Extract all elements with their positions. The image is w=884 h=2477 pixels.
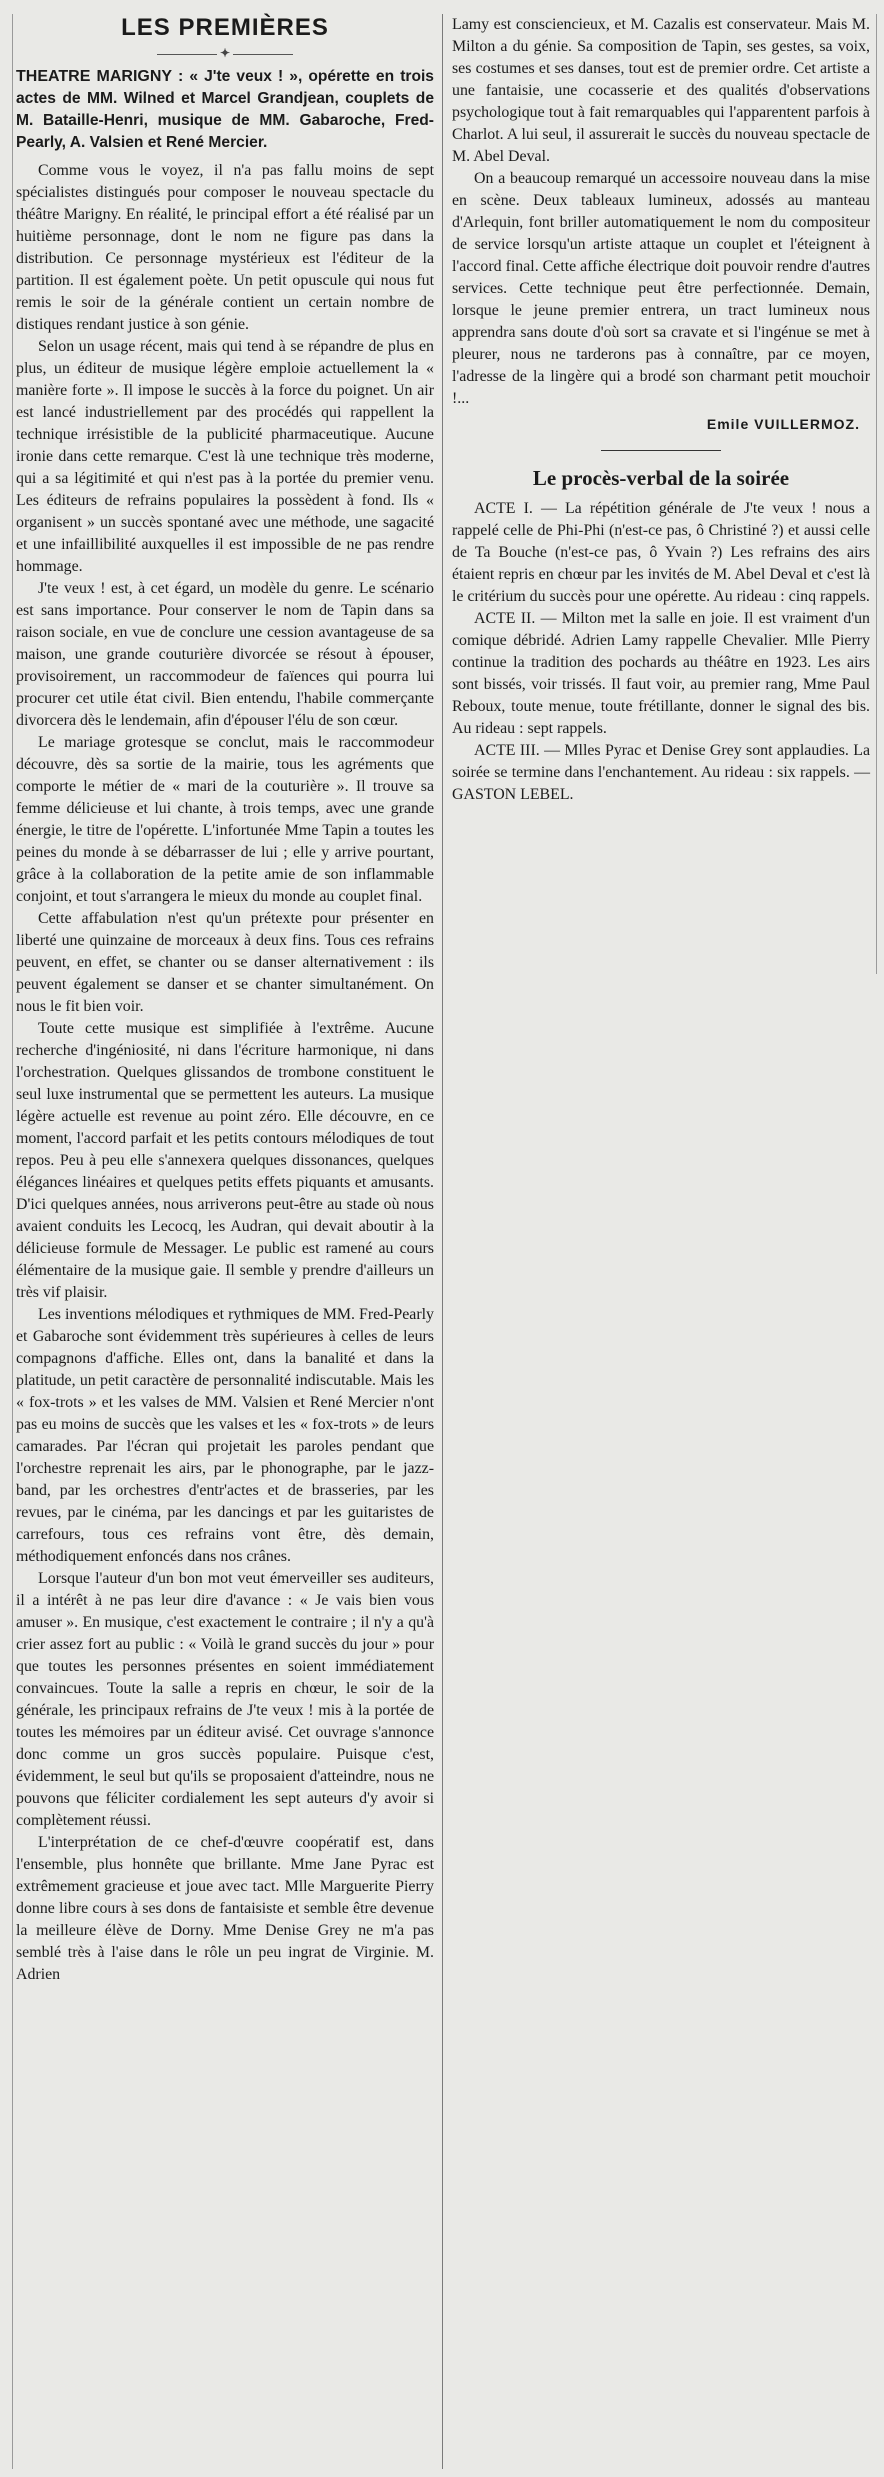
ornament-divider xyxy=(16,46,434,60)
review-paragraph: Lamy est consciencieux, et M. Cazalis est conservateur. Mais M. Milton a du génie. Sa composition de Tapin, ses gestes, sa voix, ses costumes et ses danses, tout est de premier ordre. Cet artiste a une fantaisie, une cocasserie et des qualités d'observations psychologique tout à fait remarquables qui l'apparentent parfois à Charlot. A lui seul, il assurerait le succès du nouveau spectacle de M. Abel Deval. xyxy=(452,16,870,165)
act-label: ACTE III. xyxy=(474,742,540,759)
review-heading xyxy=(16,66,434,154)
review-paragraph: Cette affabulation n'est qu'un prétexte pour présenter en liberté une quinzaine de morceaux à deux fins. Tous ces refrains peuvent, en effet, se chanter ou se danser alternativement : ils peuvent également se danser et se chanter simultanément. On nous le fit bien voir. xyxy=(16,910,434,1015)
act-text: — Mlles Pyrac et Denise Grey sont applaudies. La soirée se termine dans l'enchantement. Au rideau : six rappels. — GASTON LEBEL. xyxy=(452,742,870,803)
act-label: ACTE I. xyxy=(474,500,533,517)
rubric-title: LES PREMIÈRES xyxy=(121,14,329,41)
column-rule-middle xyxy=(442,14,443,2469)
act-label: ACTE II. xyxy=(474,610,536,627)
column-rule-right xyxy=(876,14,877,974)
act-text: — La répétition générale de J'te veux ! nous a rappelé celle de Phi-Phi (n'est-ce pas, ô Christiné ?) et aussi celle de Ta Bouche (n'est-ce pas, ô Yvain ?) Les refrains des airs étaient repris en chœur par les invités de M. Abel Deval et c'est là le critérium du succès pour une opérette. Au rideau : cinq rappels. xyxy=(452,500,870,605)
ornament-glyph: ✦ xyxy=(219,46,231,60)
review-paragraph: Les inventions mélodiques et rythmiques de MM. Fred-Pearly et Gabaroche sont évidemment très supérieures à celles de leurs compagnons d'affiche. Elles ont, dans la banalité et dans la platitude, un petit caractère de personnalité indiscutable. Mais les « fox-trots » et les valses de MM. Valsien et René Mercier n'ont pas eu moins de succès que les valses et les « fox-trots » de leurs camarades. Par l'écran qui projetait les paroles pendant que l'orchestre reprenait les airs, par le phonographe, par le jazz-band, par les orchestres d'entr'actes et de brasseries, par les revues, par le cinéma, par les dancings et par les guitaristes de carrefours, tous ces refrains vont être, dès demain, méthodiquement enfoncés dans nos crânes. xyxy=(16,1306,434,1565)
review-paragraph: Toute cette musique est simplifiée à l'extrême. Aucune recherche d'ingéniosité, ni dans l'écriture harmonique, ni dans l'orchestration. Quelques glissandos de trombone constituent le seul luxe instrumental que se permettent les auteurs. La musique légère actuelle est revenue au point zéro. Elle découvre, en ce moment, l'accord parfait et les petits contours mélodiques de tout repos. Peu à peu elle s'annexera quelques dissonances, quelques élégances linéaires et quelques petits effets piquants et amusants. D'ici quelques années, nous arriverons peut-être au stade où nous avaient conduits les Lecocq, les Audran, qui devait aboutir à la délicieuse formule de Messager. Le public est ramené au cours élémentaire de la musique gaie. Il semble y prendre d'ailleurs un très vif plaisir. xyxy=(16,1020,434,1301)
right-column xyxy=(452,14,870,806)
review-paragraph: On a beaucoup remarqué un accessoire nouveau dans la mise en scène. Deux tableaux lumineux, adossés au manteau d'Arlequin, font briller automatiquement le nom du compositeur de service lorsqu'un artiste attaque un couplet et l'éteignent à l'accord final. Cette affiche électrique doit pouvoir rendre d'autres services. Cette technique peut être perfectionnée. Demain, lorsque le jeune premier entrera, un tract lumineux nous apprendra sans doute d'où sort sa cravate et si l'ingénue se met à pleurer, nous ne tarderons pas à connaître, par ce moyen, l'adresse de la lingère qui a brodé son charmant petit mouchoir !... xyxy=(452,170,870,407)
act-paragraph xyxy=(452,740,870,806)
act-paragraph xyxy=(452,608,870,740)
review-paragraph: L'interprétation de ce chef-d'œuvre coopératif est, dans l'ensemble, plus honnête que brillante. Mme Jane Pyrac est extrêmement gracieuse et joue avec tact. Mlle Marguerite Pierry donne libre cours à ses dons de fantaisiste et semble être devenue la meilleure élève de Dorny. Mme Denise Grey ne m'a pas semblé très à l'aise dans le rôle un peu ingrat de Virginie. M. Adrien xyxy=(16,1834,434,1983)
review-paragraph: J'te veux ! est, à cet égard, un modèle du genre. Le scénario est sans importance. Pour conserver le nom de Tapin dans sa raison sociale, en vue de conclure une cession avantageuse de sa maison, une grande couturière divorcée se résout à épouser, provisoirement, un raccommodeur de faïences qui pourra lui procurer cet utile état civil. Bien entendu, l'habile commerçante divorcera dès le lendemain, afin d'épouser l'élu de son cœur. xyxy=(16,580,434,729)
heading-text: « J'te veux ! », opérette en trois actes de MM. Wilned et Marcel Grandjean, couplets de M. Bataille-Henri, musique de MM. Gabaroche, Fred-Pearly, A. Valsien et René Mercier. xyxy=(16,68,434,151)
section-subheading: Le procès-verbal de la soirée xyxy=(532,466,790,490)
review-paragraph: Selon un usage récent, mais qui tend à se répandre de plus en plus, un éditeur de musique légère emploie actuellement la « manière forte ». Il impose le succès à la force du poignet. Un air est lancé industriellement par des procédés qui rappellent la technique irrésistible de la publicité pharmaceutique. Aucune ironie dans cette remarque. C'est là une technique très moderne, qui a sa légitimité et qui n'est pas à la portée du premier venu. Les éditeurs de refrains populaires la possèdent à fond. Ils « organisent » un succès spontané avec une méthode, une sagacité et une infaillibilité auxquelles il est impossible de ne pas rendre hommage. xyxy=(16,338,434,575)
act-paragraph xyxy=(452,498,870,608)
column-rule-left xyxy=(12,14,13,2469)
review-paragraph: Lorsque l'auteur d'un bon mot veut émerveiller ses auditeurs, il a intérêt à ne pas leur dire d'avance : « Je vais bien vous amuser ». En musique, c'est exactement le contraire ; il n'y a qu'à crier assez fort au public : « Voilà le grand succès du jour » pour que toutes les personnes présentes en soient immédiatement convaincues. Toute la salle a repris en chœur, le soir de la générale, les principaux refrains de J'te veux ! mis à la portée de toutes les mémoires par un éditeur avisé. Cet ouvrage s'annonce donc comme un gros succès populaire. Puisque c'est, évidemment, le seul but qu'ils se proposaient d'atteindre, nous ne pouvons que féliciter cordialement les sept auteurs d'y avoir si complètement réussi. xyxy=(16,1570,434,1829)
section-separator xyxy=(452,438,870,456)
left-column xyxy=(16,14,434,1986)
heading-lead: THEATRE MARIGNY : xyxy=(16,68,184,85)
review-paragraph: Le mariage grotesque se conclut, mais le raccommodeur découvre, dès sa sortie de la mairie, tous les agréments que comporte le métier de « mari de la couturière ». Il trouve sa femme délicieuse et lui chante, à trois temps, avec une grande énergie, le titre de l'opérette. L'infortunée Mme Tapin a toutes les peines du monde à se débarrasser de lui ; elle y arrive pourtant, grâce à la collaboration de la petite amie de son inflammable conjoint, et tout s'arrangera le mieux du monde au couplet final. xyxy=(16,734,434,905)
signature-name: Emile VUILLERMOZ. xyxy=(706,416,860,432)
review-paragraph: Comme vous le voyez, il n'a pas fallu moins de sept spécialistes distingués pour composer le nouveau spectacle du théâtre Marigny. En réalité, le principal effort a été réalisé par un huitième personnage, dont le nom ne figure pas dans la distribution. Ce personnage mystérieux est l'éditeur de la partition. Il est également poète. Un petit opuscule qui nous fut remis le soir de la générale contient un certain nombre de distiques rendant justice à son génie. xyxy=(16,162,434,333)
act-text: — Milton met la salle en joie. Il est vraiment d'un comique débridé. Adrien Lamy rappelle Chevalier. Mlle Pierry continue la tradition des pochards au théâtre en 1923. Les airs sont bissés, voir trissés. Il faut voir, au premier rang, Mme Paul Reboux, toute menue, toute frétillante, donner le signal des bis. Au rideau : sept rappels. xyxy=(452,610,870,737)
signature xyxy=(452,416,860,434)
